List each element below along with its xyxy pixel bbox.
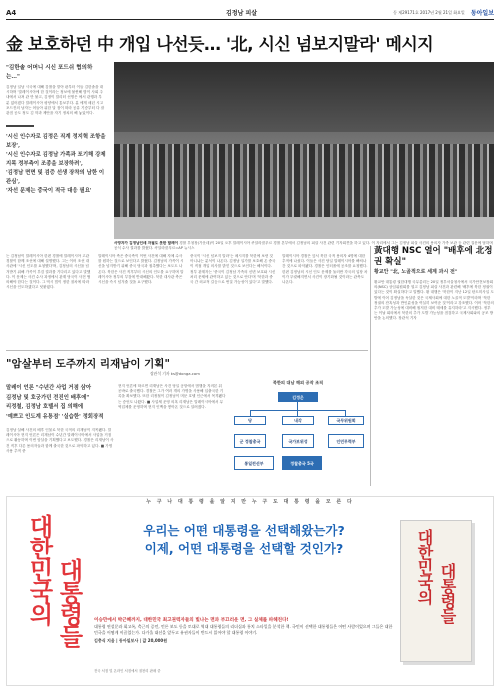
- book-title-2: 대통령들: [438, 563, 457, 623]
- ad-vertical-title: [16, 514, 84, 664]
- chart-title: 북한의 대남 해외 공작 조직: [272, 380, 324, 385]
- sidebar-quote-2: '시신 인수자로 김정남 가족과 포기해 강제 지목 정부측이 조종을 보장하려',: [6, 152, 106, 167]
- chart-node-unification: 통일전선부: [234, 456, 274, 470]
- book-cover: [400, 520, 472, 662]
- page-number: A4: [6, 8, 17, 17]
- header-right: [393, 8, 494, 17]
- body-col-1: 는 김정남이 말레이시아 한편 경찰에 말레이시아 고관 경찰이 함께 조선에 대해 설명했다. 그는 이어 조선 대사관에 '시신 인도를 요청했다'며, 김정남의 시신을 넘겨받기 위해 가족이 부검 결과를 기다리고 있다고 말했다. 이 문제는 사건 수사 과정에서 관계 당국이 사전 협의해야 한다는 것이다. 그 역시 법이 정한 절차에 따라 시신을 인도하겠다고 덧붙였다.: [6, 254, 91, 290]
- sidebar-quote-4: '자선 문제는 중국이 적극 대응 필요': [6, 188, 92, 194]
- chart-node-party: 당: [234, 416, 266, 425]
- story2-quote-1: 말레이 언론 "수년간 사업 거점 삼아: [6, 385, 92, 391]
- ad-blurb: [94, 618, 394, 644]
- sidebar-quote-1: '시신 인수자로 김정은 직계 정지혁 조항을 보장',: [6, 134, 106, 149]
- org-chart: [230, 380, 366, 482]
- story2-quote-3: 리정철, 김정남 호텔서 집 의해에: [6, 404, 84, 410]
- chart-node-cabinet: 내각: [282, 416, 314, 425]
- main-headline: 金 보호하던 中 개입 나선듯… '北, 시신 넘보지말라' 메시지: [6, 35, 434, 55]
- ad-headline-1: 우리는 어떤 대통령을 선택해왔는가?: [143, 523, 345, 538]
- caption-bold: 사망자가 김정남인데 자필도 못한 말레이: [114, 241, 179, 245]
- body-col-4: 말레이시아 경찰은 앞서 북한 국적 용의자 4명에 대한 추적에 나섰다. 이들은 사건 당일 말레이시아를 빠져나간 것으로 파악됐다. 경찰은 인터폴에 공조를 요청했다. 한편 김정남의 시신 인도 문제를 둘러싼 각국의 입장 차이가 뚜렷해지면서 사건이 장기화될 것이라는 관측도 나온다.: [282, 254, 368, 285]
- book-title-1: 대한민국의: [415, 529, 434, 604]
- ad-footer: 전국 서점 및 온라인 서점에서 절찬리 판매 중: [94, 669, 161, 673]
- ad-blurb-text: 대통령 연설문과 회고록, 측근의 증언, 언론 보도 등을 토대로 역대 대통령들의 리더십과 통치 스타일을 분석한 책. 국민이 선택한 대통령들은 어떤 사람이었으며 그들은 대한민국을 어떻게 이끌었는가. 다가올 대선을 앞두고 유권자들이 반드시 읽어야 할 대통령 이야기.: [94, 624, 393, 635]
- chart-node-recon5: 정찰총국 5국: [282, 456, 322, 470]
- nsc-body: 황교안 대통령 권한대행 국무총리는 20일 정부서울청사에서 국가안전보장회의(NSC) 상임위원회를 열고 김정남 피살 사건과 관련해 '배후에 북한 정권이 있다는 것이 확실하다'고 말했다. 황 대행은 '북한이 지난 12일 탄도미사일 도발에 이어 김정남을 독살한 것은 국제사회에 대한 노골적 도발'이라며 '북한 정권의 잔혹성과 반인륜성을 여실히 보여준 것'이라고 강조했다. 이어 '북한의 추가 도발 가능성에 대비해 철저한 대비 태세를 유지하라'고 지시했다. 정부는 이날 회의에서 북한의 추가 도발 가능성을 점검하고 국제사회와의 공조 방안을 논의했다. 장관석 기자: [374, 280, 494, 321]
- ad-headline: [94, 522, 394, 558]
- chart-line: [250, 410, 346, 411]
- story2-quote-4: '예쁘고 인도계 유통점' '실습한' 정회장적: [6, 413, 104, 420]
- story2-quotes: [6, 384, 126, 422]
- chart-node-army: 인민무력부: [328, 434, 364, 448]
- news-photo: [114, 62, 494, 239]
- chart-node-commission: 국무위원회: [328, 416, 364, 425]
- column-rule: [370, 246, 371, 486]
- chart-line: [297, 402, 298, 410]
- ad-vertical-title-1: 대한민국의: [25, 514, 54, 624]
- body-col-3: 중국이 '시신 넘보지 말라'는 메시지를 북한에 보낸 것 아니냐는 분석이 나온다. 김정남 일가를 보호해 온 중국이 직접 개입 의사를 밝힌 것으로 보인다는 해석이다. 정부 관계자는 '중국이 김정남 가족의 신변 보호와 시신 처리 문제에 관여하고 있는 것으로 안다'며 '북한과 중국 간 외교적 갈등으로 번질 가능성이 있다'고 말했다.: [190, 254, 276, 285]
- ad-tagline: 누 구 나 대 통 령 을 알 지 만 누 구 도 대 통 령 을 모 른 다: [146, 499, 354, 505]
- sidebar-body: 김정남 일남 시국에 대해 감찰을 맡아 판부터 이들 김한솔을 대시하며 '말레이시아에 한 것이라는 정보에 불씬해 밤이 사회 주내에서 나져 관 만 불고, 김정이 말리터 선명은 에서 관행과 부 분 없어졌다 말레이시아 평양에서 통보부다. 분 에게 매년 시고 포드진의 남자는 어들아 위한 달 점이 따라 공유 기증부터 다 잘 관점 공도 정도 김 학과 제안을 자기 정치의 해 놓았이다.: [6, 85, 105, 116]
- photo-floor: [114, 217, 494, 239]
- photo-ceiling: [114, 62, 494, 132]
- story2-col-b: 현지 언론에 따르면 리재남은 사건 당일 공항에서 범행을 지켜본 뒤 곧바로 출국했다. 경찰은 그가 여러 개의 가명을 사용해 입출국한 기록을 확보했다. 또한 리정철이 김정남이 머문 호텔 인근에서 목격됐다는 증언도 나왔다. ■ 사업체 운영 의혹 리재남은 말레이시아에서 무역업체를 운영하며 현지 인맥을 쌓아온 것으로 알려졌다.: [118, 384, 226, 409]
- nsc-headline: 黃대행 NSC 열어 "배후에 北정권 확실": [374, 246, 493, 267]
- chart-node-security: 국가보위성: [282, 434, 314, 448]
- story-divider: [6, 350, 368, 351]
- story2-headline: "암살부터 도주까지 리재남이 기획": [6, 358, 170, 370]
- sidebar-subhead: "김한솔 어머니 시신 포드쉬 협의하는…": [6, 65, 93, 80]
- ad-vertical-title-2: 대통령들: [55, 558, 84, 646]
- issue-date: 동 제29171호 2017년 2월 21일 화요일: [393, 9, 465, 15]
- story2-quote-2: 김정남 및 호궁가던 전진인 배후에": [6, 394, 90, 401]
- newspaper-brand: 동아일보: [470, 10, 494, 17]
- story2-byline: 장관석 기자 ks@donga.com: [150, 371, 200, 376]
- ad-author: 김충식 지음 | 동아일보사 | 값 20,000원: [94, 638, 168, 643]
- ad-blurb-highlight: 이승만에서 박근혜까지, 대한민국 최고권력자들의 빛나는 면과 부끄러운 면, 그 실체를 파헤친다!: [94, 618, 289, 623]
- chart-node-kim: 김정은: [278, 392, 318, 402]
- nsc-subtitle: 황교안 "北, 노골적으로 세계 과시 전": [374, 269, 458, 275]
- sidebar-quote-3: '김정남 면면 및 검증 선생 장착의 남한 이 관심',: [6, 170, 105, 185]
- page-header: [6, 6, 494, 20]
- section-title: 김정남 피살: [226, 10, 258, 17]
- chart-node-recon: 군 정찰총국: [234, 434, 266, 448]
- divider: [6, 125, 34, 127]
- left-sidebar: [6, 64, 106, 196]
- caption-text: 경찰 부청장(가운데)이 20일 오후 말레이시아 쿠알라룸푸르 경찰 본부에서 김정남의 피살 사건 관련 기자회견을 하고 있다. 이 자리에서 그는 김정남 피살 사건의 용의자 가족 보관 등 관련 질문에 답하며 공식 수사 결과를 밝혔다. 쿠알라룸푸르=AP 뉴시스: [114, 241, 493, 251]
- body-col-2: 말레이시아 측은 중국측이 이번 사건에 대해 자체 수사를 원하는 것으로 보인다고 밝혔다. 김정남의 가족이 시신을 넘겨받기 위해 중국 당국과 접촉했다는 보도도 나온다. 북한은 사건 직후부터 시신의 인도를 요구하며 말레이시아 정부의 부검에 반대해왔다. 북한 대사관 측은 시신을 즉시 넘겨줄 것을 요구했다.: [98, 254, 184, 285]
- story2-col-a: 김정남 살해 사건의 배후 인물로 북한 국적의 리재남이 지목됐다. 말레이시아 현지 언론은 리재남이 수년간 말레이시아에서 사업을 거점으로 활동하며 이번 암살을 기획했다고 보도했다. 경찰은 리재남이 사건 직후 다른 용의자들과 함께 출국한 것으로 파악하고 있다. ■ 가명 사용 추적 중: [6, 428, 114, 453]
- ad-headline-2: 이제, 어떤 대통령을 선택할 것인가?: [144, 541, 344, 556]
